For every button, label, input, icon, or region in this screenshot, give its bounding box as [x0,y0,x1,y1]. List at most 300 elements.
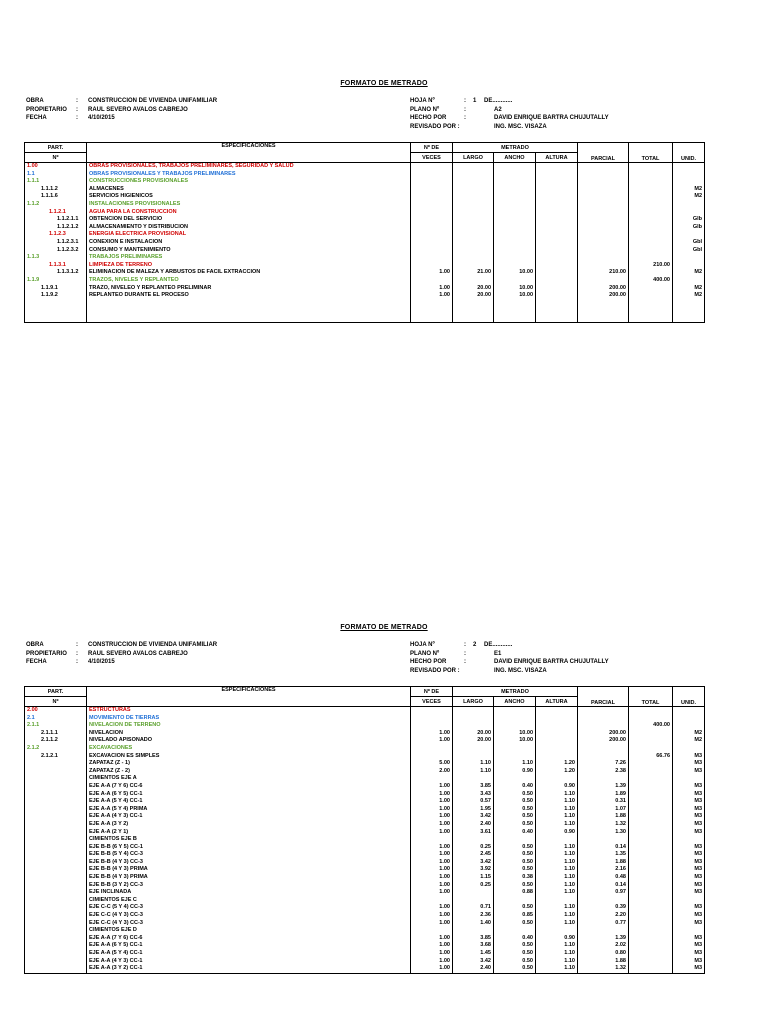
cell-altura [536,715,578,723]
cell-unid: M3 [673,950,705,958]
cell-especificacion: EJE A-A (6 Y 5) CC-1 [87,942,411,950]
header-label: PROPIETARIO [26,106,67,113]
table-row [25,775,705,783]
cell-veces [411,247,453,255]
cell-unid: M2 [673,193,705,201]
cell-largo [453,707,494,715]
cell-parcial [578,300,629,308]
cell-veces: 1.00 [411,737,453,745]
header-label: FECHA [26,115,47,121]
cell-parcial [578,163,629,171]
cell-ancho: 10.00 [494,730,536,738]
cell-veces: 1.00 [411,965,453,973]
cell-veces [411,897,453,905]
cell-total [629,730,673,738]
table-row [25,829,705,837]
header-altura: ALTURA [536,697,578,707]
table-row [25,904,705,912]
table-row [25,851,705,859]
header-left [26,97,366,123]
cell-altura: 1.10 [536,798,578,806]
cell-unid: M3 [673,783,705,791]
cell-ancho: 10.00 [494,292,536,300]
cell-ancho [494,745,536,753]
header-value: 2 [473,642,477,648]
cell-veces [411,707,453,715]
cell-veces: 1.00 [411,912,453,920]
cell-veces: 1.00 [411,798,453,806]
header-row [26,658,366,667]
cell-largo [453,239,494,247]
header-row [410,650,740,659]
cell-veces: 1.00 [411,844,453,852]
cell-ancho [494,193,536,201]
header-label: PLANO Nº [410,106,440,113]
cell-largo: 1.95 [453,806,494,814]
cell-parcial [578,247,629,255]
cell-parcial: 1.88 [578,958,629,966]
cell-largo: 20.00 [453,292,494,300]
cell-unid: Gbl [673,247,705,255]
cell-veces [411,231,453,239]
cell-total [629,958,673,966]
cell-veces [411,209,453,217]
cell-unid: M3 [673,806,705,814]
table-row [25,216,705,224]
cell-largo: 1.15 [453,874,494,882]
cell-parcial [578,224,629,232]
cell-largo: 1.10 [453,768,494,776]
cell-veces [411,163,453,171]
cell-total [629,806,673,814]
cell-total [629,821,673,829]
cell-largo [453,216,494,224]
table-row [25,942,705,950]
cell-ancho [494,300,536,308]
header-row [410,658,740,667]
header-value: ING. MSC. VISAZA [494,667,547,674]
cell-total [629,920,673,928]
cell-parcial: 1.88 [578,859,629,867]
cell-ancho [494,247,536,255]
cell-ancho [494,715,536,723]
cell-altura: 0.90 [536,829,578,837]
cell-ancho [494,209,536,217]
header-value: RAUL SEVERO AVALOS CABREJO [88,650,188,657]
cell-ancho: 0.38 [494,874,536,882]
cell-largo: 3.43 [453,791,494,799]
cell-total [629,292,673,300]
cell-altura: 1.10 [536,866,578,874]
cell-total [629,904,673,912]
cell-veces: 1.00 [411,904,453,912]
cell-especificacion: EJE A-A (5 Y 4) CC-1 [87,798,411,806]
cell-especificacion: OBRAS PROVISIONALES Y TRABAJOS PRELIMINARES [87,171,411,179]
header-value: E1 [494,650,502,657]
header-colon: : [76,106,78,113]
cell-veces: 1.00 [411,851,453,859]
cell-parcial: 0.97 [578,889,629,897]
cell-especificacion: ALMACENAMIENTO Y DISTRIBUCION [87,224,411,232]
table-row [25,821,705,829]
cell-part: 2.1.1.1 [25,730,87,738]
cell-especificacion: EJE B-B (4 Y 3) CC-3 [87,859,411,867]
cell-parcial [578,262,629,270]
cell-largo [453,224,494,232]
cell-part [25,920,87,928]
cell-especificacion: EJE A-A (3 Y 2) CC-1 [87,965,411,973]
cell-veces: 1.00 [411,730,453,738]
cell-largo: 0.25 [453,844,494,852]
cell-parcial: 1.07 [578,806,629,814]
cell-largo [453,193,494,201]
cell-veces: 1.00 [411,791,453,799]
header-colon: : [464,659,466,665]
cell-especificacion: EJE A-A (4 Y 3) CC-1 [87,958,411,966]
cell-largo [453,836,494,844]
cell-unid [673,262,705,270]
cell-altura [536,178,578,186]
cell-especificacion: CONSUMO Y MANTENIMIENTO [87,247,411,255]
cell-altura [536,753,578,761]
cell-largo: 2.45 [453,851,494,859]
cell-part: 2.00 [25,707,87,715]
cell-ancho [494,216,536,224]
cell-parcial: 2.20 [578,912,629,920]
cell-altura [536,209,578,217]
cell-veces [411,171,453,179]
table-row [25,269,705,277]
cell-ancho [494,186,536,194]
cell-ancho: 0.90 [494,768,536,776]
cell-especificacion: EJE B-B (6 Y 5) CC-1 [87,844,411,852]
table-row [25,753,705,761]
cell-especificacion: EJE A-A (4 Y 3) CC-1 [87,813,411,821]
header-value: ING. MSC. VISAZA [494,123,547,130]
header-row [26,641,366,650]
cell-largo: 1.45 [453,950,494,958]
cell-unid [673,307,705,315]
cell-altura [536,737,578,745]
table-row [25,866,705,874]
cell-part [25,889,87,897]
cell-veces: 1.00 [411,806,453,814]
cell-veces [411,722,453,730]
cell-especificacion: EJE B-B (5 Y 4) CC-3 [87,851,411,859]
cell-parcial [578,715,629,723]
table-row [25,874,705,882]
cell-total [629,942,673,950]
cell-unid: M3 [673,813,705,821]
cell-parcial [578,775,629,783]
cell-veces [411,216,453,224]
cell-altura [536,292,578,300]
cell-parcial: 1.32 [578,965,629,973]
cell-especificacion [87,315,411,323]
cell-part [25,882,87,890]
cell-ancho: 1.10 [494,760,536,768]
cell-parcial: 2.38 [578,768,629,776]
cell-altura [536,216,578,224]
header-value: 1 [473,98,477,104]
cell-parcial [578,216,629,224]
cell-ancho: 10.00 [494,285,536,293]
cell-total [629,300,673,308]
cell-veces [411,836,453,844]
cell-part [25,798,87,806]
cell-veces [411,315,453,323]
cell-altura [536,836,578,844]
cell-ancho [494,163,536,171]
cell-part [25,942,87,950]
cell-part [25,300,87,308]
cell-especificacion: EJE A-A (6 Y 5) CC-1 [87,791,411,799]
header-colon: : [464,115,466,121]
cell-ancho [494,178,536,186]
cell-total [629,231,673,239]
cell-unid [673,715,705,723]
table-row [25,806,705,814]
cell-part [25,859,87,867]
cell-especificacion: ZAPATAZ (Z - 2) [87,768,411,776]
cell-altura [536,927,578,935]
table-row [25,920,705,928]
cell-part: 2.1 [25,715,87,723]
cell-unid: M3 [673,920,705,928]
header-total: TOTAL [629,143,673,163]
cell-veces: 1.00 [411,292,453,300]
cell-unid: M2 [673,737,705,745]
cell-altura [536,247,578,255]
cell-altura [536,193,578,201]
cell-parcial [578,307,629,315]
cell-part: 1.1.2 [25,201,87,209]
cell-ancho [494,307,536,315]
cell-parcial: 7.26 [578,760,629,768]
cell-largo: 2.36 [453,912,494,920]
cell-largo [453,171,494,179]
cell-largo: 2.40 [453,821,494,829]
cell-veces [411,186,453,194]
cell-part [25,950,87,958]
cell-unid: M3 [673,965,705,973]
cell-total [629,178,673,186]
cell-unid: M2 [673,269,705,277]
cell-veces: 1.00 [411,950,453,958]
cell-ancho: 0.50 [494,920,536,928]
cell-unid [673,315,705,323]
cell-especificacion: AGUA PARA LA CONSTRUCCION [87,209,411,217]
cell-unid: M3 [673,851,705,859]
cell-part: 1.1.2.1 [25,209,87,217]
cell-part [25,768,87,776]
table-row [25,783,705,791]
cell-veces [411,300,453,308]
cell-total [629,760,673,768]
cell-part [25,844,87,852]
cell-unid: M3 [673,791,705,799]
table-row [25,239,705,247]
cell-altura [536,300,578,308]
cell-unid: M3 [673,882,705,890]
cell-altura [536,239,578,247]
cell-parcial [578,178,629,186]
cell-altura [536,269,578,277]
cell-parcial [578,897,629,905]
header-label: OBRA [26,642,44,648]
cell-altura [536,186,578,194]
cell-largo [453,186,494,194]
cell-parcial: 0.80 [578,950,629,958]
cell-ancho [494,753,536,761]
header-colon: : [76,650,78,657]
header-row [410,641,740,650]
table-row [25,315,705,323]
cell-altura: 1.10 [536,965,578,973]
cell-part: 1.1.9 [25,277,87,285]
cell-unid: M3 [673,912,705,920]
cell-total [629,171,673,179]
cell-ancho: 0.50 [494,942,536,950]
header-colon: : [464,106,466,113]
cell-parcial: 1.30 [578,829,629,837]
cell-ancho [494,277,536,285]
cell-altura [536,254,578,262]
cell-altura [536,231,578,239]
cell-largo: 20.00 [453,737,494,745]
cell-total: 400.00 [629,277,673,285]
header-row [26,650,366,659]
cell-largo: 0.25 [453,882,494,890]
cell-largo [453,927,494,935]
cell-ancho [494,707,536,715]
cell-parcial: 0.39 [578,904,629,912]
cell-largo [453,254,494,262]
cell-unid: Glb [673,224,705,232]
cell-veces: 1.00 [411,958,453,966]
cell-total [629,768,673,776]
cell-veces: 1.00 [411,285,453,293]
header-value: A2 [494,106,502,113]
header-parcial: PARCIAL [578,143,629,163]
header-row [410,667,740,676]
cell-parcial [578,239,629,247]
cell-veces [411,745,453,753]
cell-total [629,216,673,224]
header-left [26,641,366,667]
cell-parcial [578,277,629,285]
cell-parcial [578,171,629,179]
cell-largo [453,722,494,730]
header-value: DAVID ENRIQUE BARTRA CHUJUTALLY [494,659,609,665]
table-row [25,209,705,217]
cell-unid: M2 [673,285,705,293]
cell-especificacion: EJE B-B (4 Y 3) PRIMA [87,874,411,882]
cell-veces: 1.00 [411,269,453,277]
header-no: Nº [25,153,87,163]
header-row [26,114,366,123]
cell-part [25,851,87,859]
header-colon: : [76,115,78,121]
cell-total [629,851,673,859]
cell-ancho: 0.50 [494,965,536,973]
cell-ancho [494,315,536,323]
cell-parcial: 1.32 [578,821,629,829]
cell-ancho: 0.50 [494,821,536,829]
cell-part: 2.1.2.1 [25,753,87,761]
cell-largo [453,745,494,753]
cell-unid: M2 [673,292,705,300]
cell-altura: 1.10 [536,813,578,821]
cell-altura: 1.10 [536,806,578,814]
cell-unid: M3 [673,753,705,761]
cell-altura: 1.10 [536,904,578,912]
cell-especificacion: EJE A-A (5 Y 4) PRIMA [87,806,411,814]
cell-parcial: 0.14 [578,844,629,852]
cell-altura: 0.90 [536,783,578,791]
cell-parcial: 200.00 [578,292,629,300]
cell-largo [453,209,494,217]
cell-unid: M3 [673,866,705,874]
header-ancho: ANCHO [494,153,536,163]
cell-largo: 0.71 [453,904,494,912]
cell-part [25,829,87,837]
header-value: DAVID ENRIQUE BARTRA CHUJUTALLY [494,115,609,121]
cell-veces: 1.00 [411,874,453,882]
cell-total [629,912,673,920]
cell-part: 1.1.2.3.1 [25,239,87,247]
cell-veces: 1.00 [411,829,453,837]
table-row [25,836,705,844]
sheet-title: FORMATO DE METRADO [340,624,428,631]
table-row [25,813,705,821]
cell-parcial: 1.89 [578,791,629,799]
cell-part [25,783,87,791]
table-row [25,178,705,186]
cell-total [629,844,673,852]
cell-largo: 2.40 [453,965,494,973]
cell-especificacion: ALMACENES [87,186,411,194]
cell-especificacion: TRABAJOS PRELIMINARES [87,254,411,262]
cell-unid: M3 [673,821,705,829]
table-row [25,707,705,715]
cell-largo [453,201,494,209]
header-label: PROPIETARIO [26,650,67,657]
table-row [25,201,705,209]
cell-veces: 5.00 [411,760,453,768]
cell-total [629,186,673,194]
table-row [25,737,705,745]
cell-veces [411,753,453,761]
header-value: CONSTRUCCION DE VIVIENDA UNIFAMILIAR [88,642,218,648]
cell-veces [411,927,453,935]
cell-parcial [578,201,629,209]
header-colon: : [464,642,466,648]
cell-largo [453,178,494,186]
cell-ancho: 0.40 [494,829,536,837]
table-row [25,791,705,799]
cell-unid [673,178,705,186]
cell-part: 1.1.2.1.1 [25,216,87,224]
cell-altura: 1.10 [536,874,578,882]
cell-largo: 20.00 [453,285,494,293]
cell-unid [673,300,705,308]
cell-largo: 3.42 [453,813,494,821]
cell-veces [411,239,453,247]
cell-unid: M3 [673,935,705,943]
header-label: FECHA [26,659,47,665]
header-row [26,106,366,115]
